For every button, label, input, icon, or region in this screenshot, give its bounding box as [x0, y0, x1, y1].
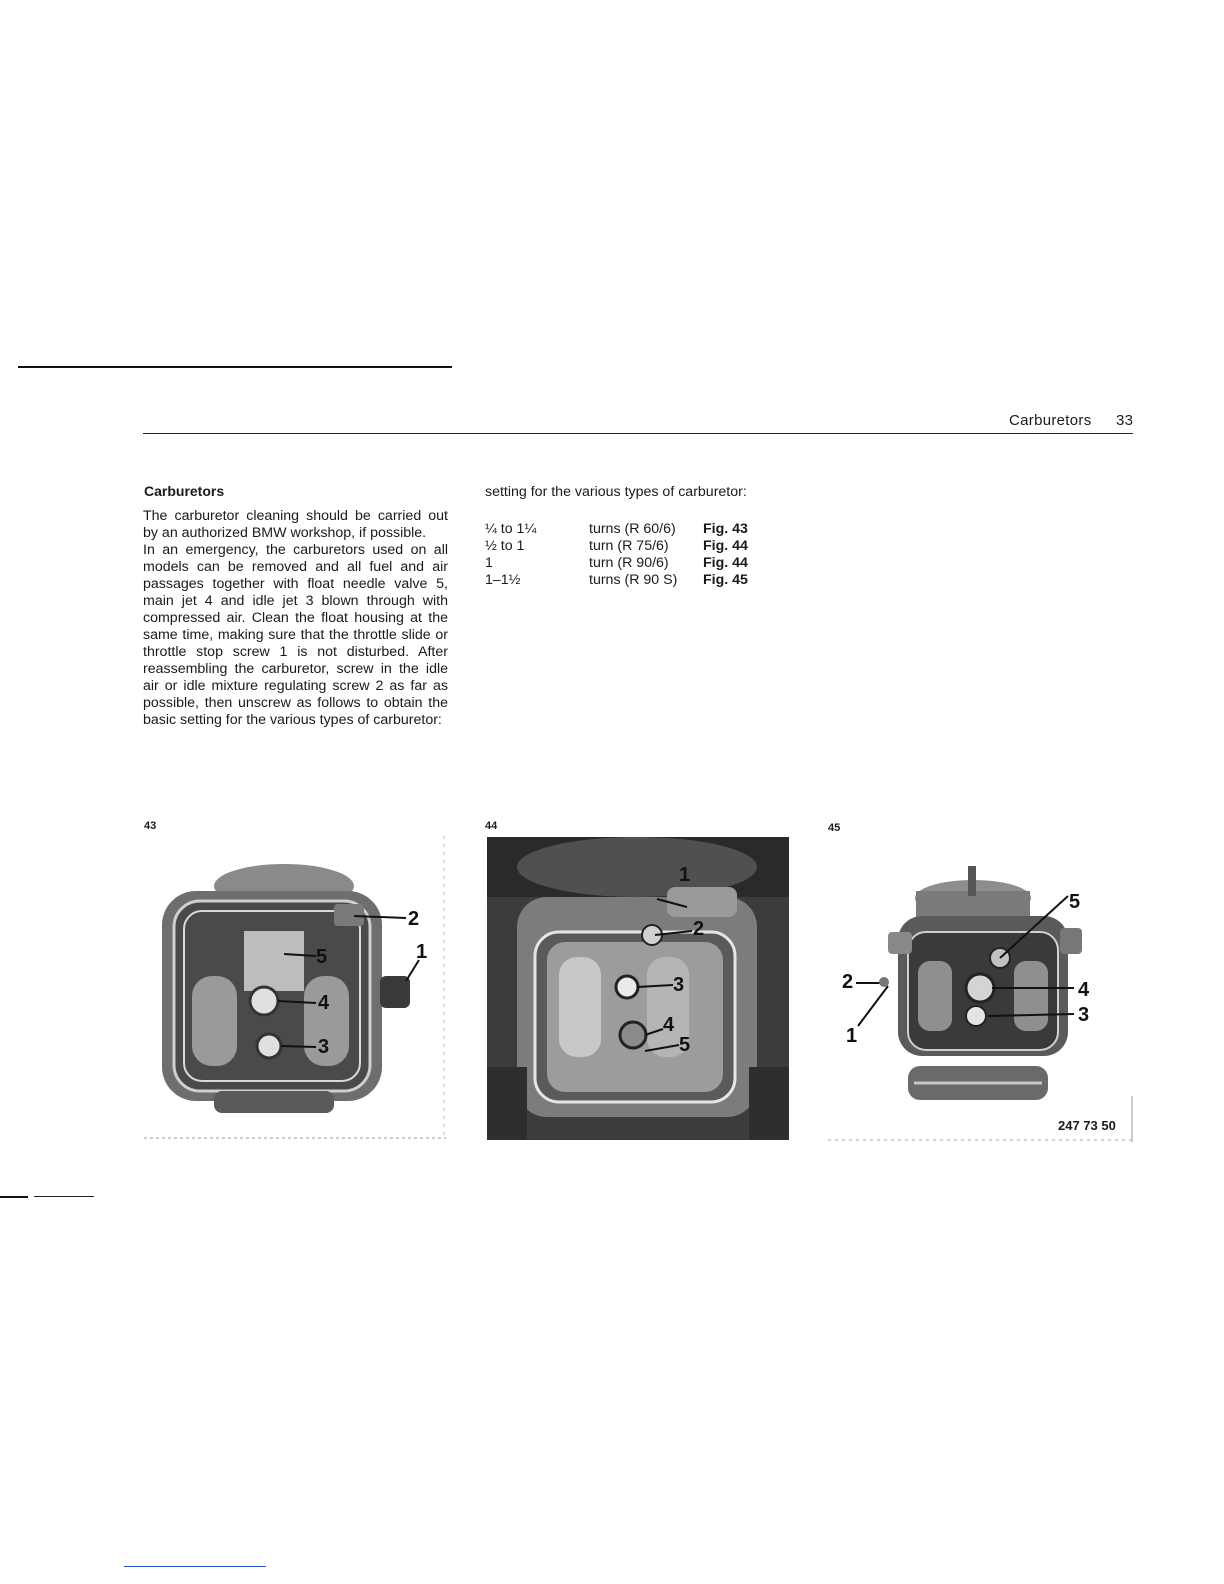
figure-reference: Fig. 45: [703, 572, 748, 588]
figure-reference: Fig. 43: [703, 521, 748, 537]
figure-45-photo: [828, 836, 1134, 1142]
figure-43-photo: [144, 836, 446, 1140]
figure-reference: Fig. 44: [703, 555, 748, 571]
paragraph-workshop: The carburetor cleaning should be carried out by an authorized BMW workshop, if possible.: [143, 508, 448, 541]
turns-model: turns (R 60/6): [589, 521, 676, 537]
turns-model: turn (R 90/6): [589, 555, 669, 571]
body-column-2: setting for the various types of carburetor:: [485, 484, 747, 500]
bottom-left-dash: [34, 1196, 94, 1197]
running-header-section: Carburetors: [1009, 412, 1092, 429]
callout-3: 3: [673, 974, 685, 996]
callout-2: 2: [693, 918, 705, 940]
figure-44-photo: [487, 837, 789, 1140]
callout-2: 2: [408, 908, 420, 930]
section-heading: Carburetors: [144, 483, 225, 499]
figure-44-number: 44: [485, 820, 498, 832]
callout-1: 1: [679, 864, 691, 886]
callout-5: 5: [679, 1034, 691, 1056]
bottom-left-mark: [0, 1196, 28, 1198]
callout-4: 4: [663, 1014, 675, 1036]
turns-model: turns (R 90 S): [589, 572, 678, 588]
paragraph-emergency: In an emergency, the carburetors used on all models can be removed and all fuel and air passages together with float needle valve 5, main jet 4 and idle jet 3 blown through with compressed air. Clean the float housing at the same time, making sure that the throttle slide or throttle stop screw 1 is not disturbed. After reassembling the carburetor, screw in the idle air or idle mixture regulating screw 2 as far as possible, then unscrew as follows to obtain the basic setting for the various types of carburetor:: [143, 542, 448, 728]
callout-4: 4: [1078, 979, 1090, 1001]
callout-1: 1: [416, 941, 428, 963]
turns-range: 1: [485, 555, 493, 571]
settings-row: [485, 572, 748, 589]
turns-model: turn (R 75/6): [589, 538, 669, 554]
figure-45-number: 45: [828, 822, 841, 834]
settings-row: [485, 521, 748, 538]
turns-range: 1–1½: [485, 572, 521, 588]
callout-5: 5: [1069, 891, 1081, 913]
callout-3: 3: [318, 1036, 330, 1058]
figure-reference: Fig. 44: [703, 538, 748, 554]
turns-range: ½ to 1: [485, 538, 525, 554]
top-left-rule: [18, 366, 452, 368]
callout-4: 4: [318, 992, 330, 1014]
turns-range: ¼ to 1¼: [485, 521, 537, 537]
image-code: 247 73 50: [1058, 1118, 1116, 1133]
callout-3: 3: [1078, 1004, 1090, 1026]
settings-row: [485, 555, 748, 572]
body-column-1: [143, 508, 448, 764]
header-rule: [143, 433, 1133, 434]
callout-5: 5: [316, 946, 328, 968]
page-number: 33: [1116, 412, 1134, 429]
settings-table: [485, 521, 748, 589]
callout-2: 2: [842, 971, 854, 993]
settings-row: [485, 538, 748, 555]
bottom-blue-rule: [124, 1566, 266, 1567]
callout-1: 1: [846, 1025, 858, 1047]
figure-43-number: 43: [144, 820, 157, 832]
